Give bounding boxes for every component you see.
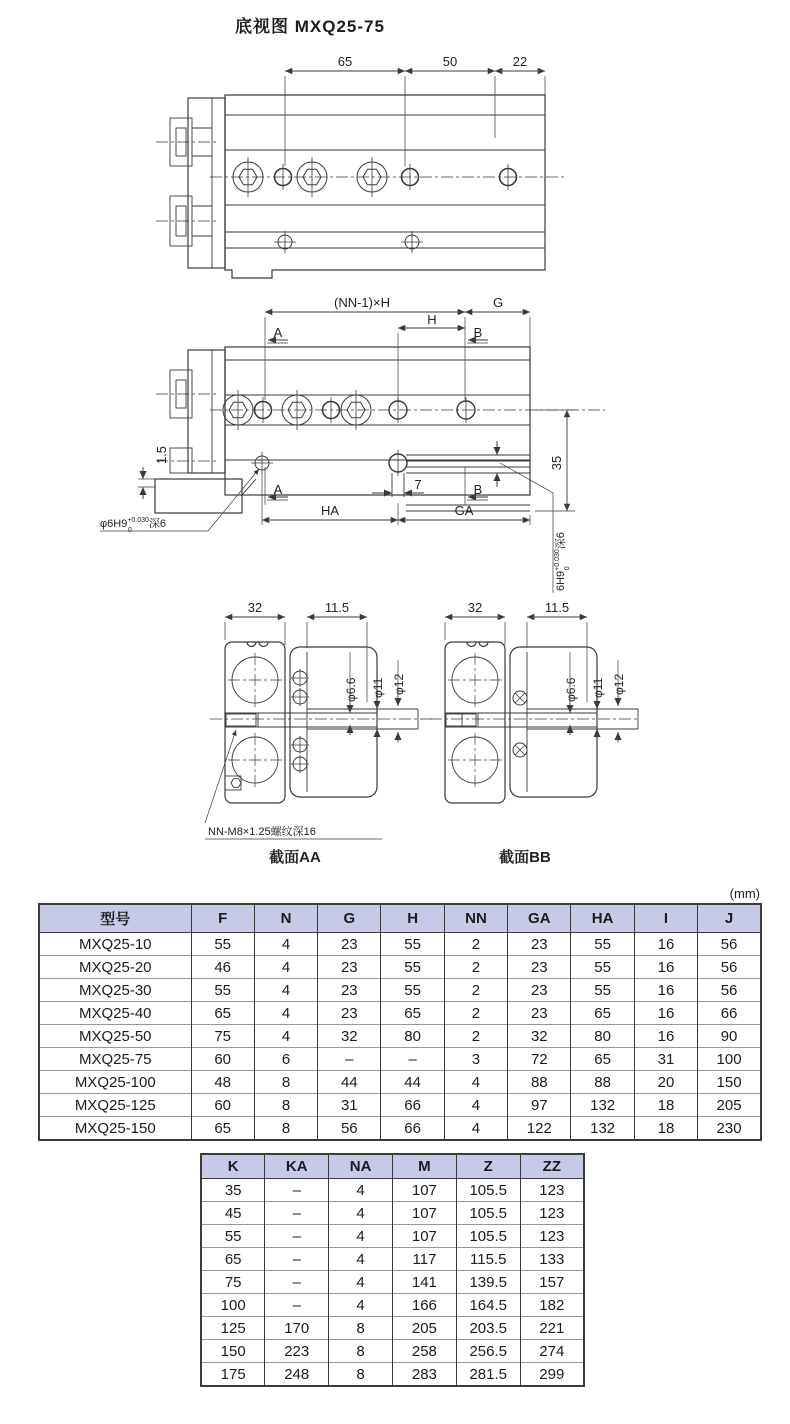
- dim-32-label: 32: [467, 600, 483, 615]
- table-row: [39, 1117, 761, 1141]
- screws: [291, 669, 309, 773]
- cell: 157: [520, 1271, 584, 1294]
- centerlines: [156, 142, 565, 221]
- dim-11p5-label: 11.5: [324, 600, 350, 615]
- cell: 4: [329, 1294, 393, 1317]
- dim-h-label: H: [427, 312, 437, 327]
- cell: 65: [201, 1248, 265, 1271]
- cell: 23: [318, 979, 381, 1002]
- cell: –: [265, 1179, 329, 1202]
- cell: 90: [698, 1025, 761, 1048]
- cell: MXQ25-30: [39, 979, 191, 1002]
- cell: MXQ25-20: [39, 956, 191, 979]
- dimension-table-stroke: [200, 1153, 585, 1387]
- phi-6p6-label: φ6.6: [344, 677, 358, 702]
- column-header: 型号: [39, 904, 191, 933]
- svg-text:A: A: [273, 482, 283, 497]
- cell: 88: [508, 1071, 571, 1094]
- table-row: [39, 933, 761, 956]
- hole-spec-left-label: $\varphi 6H9^{+0.030}$ 0深6: [100, 517, 166, 534]
- dim-11p5-label: 11.5: [544, 600, 570, 615]
- cell: 66: [381, 1117, 444, 1141]
- cell: 23: [318, 933, 381, 956]
- cell: 80: [381, 1025, 444, 1048]
- cell: 4: [254, 1025, 317, 1048]
- cell: –: [265, 1202, 329, 1225]
- cell: 4: [329, 1248, 393, 1271]
- mounting-holes: [223, 390, 475, 476]
- column-header: NN: [444, 904, 507, 933]
- cell: 100: [201, 1294, 265, 1317]
- table-row: [39, 1094, 761, 1117]
- cell: 56: [698, 979, 761, 1002]
- cell: 125: [201, 1317, 265, 1340]
- cell: 283: [392, 1363, 456, 1387]
- cell: 66: [698, 1002, 761, 1025]
- table-header-row: [39, 904, 761, 933]
- svg-text:35: 35: [549, 455, 564, 471]
- cell: 258: [392, 1340, 456, 1363]
- cell: 55: [571, 979, 634, 1002]
- centerlines: [430, 653, 639, 787]
- dim-32-label: 32: [247, 600, 263, 615]
- svg-text:GA: GA: [454, 503, 474, 518]
- cell: 65: [191, 1002, 254, 1025]
- dim-g-label: G: [492, 295, 504, 310]
- cell: 4: [254, 979, 317, 1002]
- cell: 65: [381, 1002, 444, 1025]
- cell: 65: [571, 1002, 634, 1025]
- cell: 223: [265, 1340, 329, 1363]
- cell: 75: [191, 1025, 254, 1048]
- cell: 221: [520, 1317, 584, 1340]
- cell: 100: [698, 1048, 761, 1071]
- table-row: [39, 1048, 761, 1071]
- centerlines: [156, 394, 605, 461]
- phi-12-label: φ12: [392, 673, 406, 695]
- cell: 205: [698, 1094, 761, 1117]
- column-header: M: [392, 1154, 456, 1179]
- cell: –: [265, 1294, 329, 1317]
- cell: 60: [191, 1048, 254, 1071]
- centerlines: [210, 653, 435, 787]
- cell: 141: [392, 1271, 456, 1294]
- cell: 55: [571, 933, 634, 956]
- cell: –: [381, 1048, 444, 1071]
- cell: 31: [634, 1048, 697, 1071]
- cell: 170: [265, 1317, 329, 1340]
- column-header: G: [318, 904, 381, 933]
- cell: 65: [191, 1117, 254, 1141]
- cell: 4: [444, 1071, 507, 1094]
- cell: –: [265, 1271, 329, 1294]
- cell: 16: [634, 933, 697, 956]
- cell: 248: [265, 1363, 329, 1387]
- cell: 105.5: [456, 1179, 520, 1202]
- extension-lines: [265, 317, 530, 400]
- cell: 230: [698, 1117, 761, 1141]
- cell: 123: [520, 1225, 584, 1248]
- cell: 16: [634, 1025, 697, 1048]
- cell: 23: [508, 956, 571, 979]
- cell: 44: [318, 1071, 381, 1094]
- svg-text:1.5: 1.5: [154, 445, 169, 465]
- dim-ha-ga: [262, 473, 530, 525]
- cell: 16: [634, 979, 697, 1002]
- cell: 55: [191, 979, 254, 1002]
- cell: MXQ25-10: [39, 933, 191, 956]
- rod-diameter-dims: [564, 652, 626, 742]
- cell: 115.5: [456, 1248, 520, 1271]
- column-header: N: [254, 904, 317, 933]
- section-outline: [225, 642, 377, 803]
- cell: 75: [201, 1271, 265, 1294]
- dim-pitch-label: (NN-1)×H: [334, 295, 390, 310]
- table-row: [201, 1317, 584, 1340]
- cell: 166: [392, 1294, 456, 1317]
- body-outline: [188, 95, 545, 278]
- cell: MXQ25-50: [39, 1025, 191, 1048]
- cell: 117: [392, 1248, 456, 1271]
- cell: 72: [508, 1048, 571, 1071]
- cell: 23: [508, 979, 571, 1002]
- section-aa-title: 截面AA: [269, 849, 321, 866]
- cell: 107: [392, 1179, 456, 1202]
- cell: 56: [698, 956, 761, 979]
- side-view-drawing: [60, 295, 640, 595]
- cell: 4: [254, 956, 317, 979]
- table-row: [201, 1340, 584, 1363]
- cell: 132: [571, 1117, 634, 1141]
- cell: 3: [444, 1048, 507, 1071]
- cell: 132: [571, 1094, 634, 1117]
- section-aa: [205, 600, 435, 866]
- cell: 88: [571, 1071, 634, 1094]
- section-drawings: [150, 590, 640, 880]
- section-outline: [445, 642, 597, 803]
- table-row: [201, 1363, 584, 1387]
- section-bb-title: 截面BB: [499, 849, 551, 866]
- table1-block: [38, 886, 762, 1141]
- dim-1p5: [138, 446, 169, 499]
- table-row: [201, 1225, 584, 1248]
- cell: 44: [381, 1071, 444, 1094]
- cell: MXQ25-150: [39, 1117, 191, 1141]
- cell: 23: [318, 956, 381, 979]
- cell: MXQ25-75: [39, 1048, 191, 1071]
- bottom-view-drawing: [60, 40, 580, 290]
- column-header: Z: [456, 1154, 520, 1179]
- column-header: K: [201, 1154, 265, 1179]
- cell: 32: [508, 1025, 571, 1048]
- cell: 107: [392, 1202, 456, 1225]
- cell: 18: [634, 1117, 697, 1141]
- cell: 23: [508, 1002, 571, 1025]
- column-header: KA: [265, 1154, 329, 1179]
- cell: 56: [318, 1117, 381, 1141]
- cell: –: [265, 1248, 329, 1271]
- cell: 46: [191, 956, 254, 979]
- svg-text:B: B: [473, 482, 483, 497]
- cell: 203.5: [456, 1317, 520, 1340]
- section-lines: [445, 652, 638, 792]
- table2-block: [200, 1153, 585, 1387]
- cell: MXQ25-125: [39, 1094, 191, 1117]
- cell: 55: [571, 956, 634, 979]
- cell: 4: [329, 1179, 393, 1202]
- extension-lines: [285, 76, 545, 166]
- cell: 55: [191, 933, 254, 956]
- svg-text:HA: HA: [320, 503, 340, 518]
- cell: 8: [254, 1071, 317, 1094]
- cell: 274: [520, 1340, 584, 1363]
- cell: 2: [444, 956, 507, 979]
- column-header: GA: [508, 904, 571, 933]
- cell: 55: [381, 979, 444, 1002]
- cell: 20: [634, 1071, 697, 1094]
- cell: 2: [444, 1002, 507, 1025]
- screws: [513, 691, 527, 757]
- dim-65-label: 65: [337, 54, 353, 69]
- column-header: H: [381, 904, 444, 933]
- cell: –: [318, 1048, 381, 1071]
- svg-text:B: B: [473, 325, 483, 340]
- table-row: [39, 1025, 761, 1048]
- section-bb: [430, 600, 639, 866]
- cell: 16: [634, 956, 697, 979]
- cell: 23: [508, 933, 571, 956]
- cell: 8: [254, 1117, 317, 1141]
- cell: 8: [329, 1317, 393, 1340]
- cell: MXQ25-40: [39, 1002, 191, 1025]
- cut-mark-a-top: [267, 325, 288, 343]
- cell: 65: [571, 1048, 634, 1071]
- cell: 60: [191, 1094, 254, 1117]
- phi-11-label: φ11: [591, 677, 605, 698]
- cell: 23: [318, 1002, 381, 1025]
- cell: 105.5: [456, 1225, 520, 1248]
- cell: 8: [329, 1340, 393, 1363]
- dimension-table-main: [38, 903, 762, 1141]
- cut-mark-b-top: [467, 325, 488, 343]
- cell: 107: [392, 1225, 456, 1248]
- table-row: [201, 1294, 584, 1317]
- phi-11-label: φ11: [371, 677, 385, 698]
- cell: 32: [318, 1025, 381, 1048]
- cell: 66: [381, 1094, 444, 1117]
- cell: 123: [520, 1202, 584, 1225]
- cell: 55: [201, 1225, 265, 1248]
- column-header: F: [191, 904, 254, 933]
- column-header: NA: [329, 1154, 393, 1179]
- cell: 80: [571, 1025, 634, 1048]
- cell: 4: [254, 933, 317, 956]
- cell: 123: [520, 1179, 584, 1202]
- cell: 18: [634, 1094, 697, 1117]
- column-header: HA: [571, 904, 634, 933]
- cell: 299: [520, 1363, 584, 1387]
- dim-35: [535, 410, 575, 511]
- dim-22-label: 22: [512, 54, 528, 69]
- page-title: 底视图 MXQ25-75: [235, 17, 385, 36]
- table-row: [201, 1179, 584, 1202]
- column-header: J: [698, 904, 761, 933]
- cell: 55: [381, 956, 444, 979]
- cell: 45: [201, 1202, 265, 1225]
- cell: 122: [508, 1117, 571, 1141]
- cell: 56: [698, 933, 761, 956]
- cell: 4: [444, 1094, 507, 1117]
- column-header: ZZ: [520, 1154, 584, 1179]
- cell: 4: [329, 1202, 393, 1225]
- table-header-row: [201, 1154, 584, 1179]
- dim-7: [372, 477, 424, 493]
- cell: 105.5: [456, 1202, 520, 1225]
- cell: 205: [392, 1317, 456, 1340]
- table-row: [39, 1002, 761, 1025]
- cell: 97: [508, 1094, 571, 1117]
- column-header: I: [634, 904, 697, 933]
- cell: 8: [329, 1363, 393, 1387]
- cell: 281.5: [456, 1363, 520, 1387]
- cell: 4: [329, 1271, 393, 1294]
- table-row: [39, 956, 761, 979]
- cell: 4: [444, 1117, 507, 1141]
- cell: 31: [318, 1094, 381, 1117]
- cell: 2: [444, 979, 507, 1002]
- cell: 256.5: [456, 1340, 520, 1363]
- phi-12-label: φ12: [612, 673, 626, 695]
- cell: 139.5: [456, 1271, 520, 1294]
- table-row: [201, 1271, 584, 1294]
- table-row: [39, 1071, 761, 1094]
- table-row: [201, 1248, 584, 1271]
- cell: 182: [520, 1294, 584, 1317]
- table-row: [201, 1202, 584, 1225]
- cell: 55: [381, 933, 444, 956]
- cut-mark-a-bottom: [265, 467, 288, 505]
- svg-text:7: 7: [414, 477, 422, 492]
- dim-50-label: 50: [442, 54, 458, 69]
- cell: 2: [444, 1025, 507, 1048]
- cell: MXQ25-100: [39, 1071, 191, 1094]
- cell: 35: [201, 1179, 265, 1202]
- unit-label: (mm): [729, 886, 760, 901]
- cell: 150: [698, 1071, 761, 1094]
- rod-diameter-dims: [344, 652, 406, 742]
- cell: 4: [254, 1002, 317, 1025]
- cell: 150: [201, 1340, 265, 1363]
- cell: 164.5: [456, 1294, 520, 1317]
- cell: 16: [634, 1002, 697, 1025]
- cell: 133: [520, 1248, 584, 1271]
- cell: 175: [201, 1363, 265, 1387]
- cell: 4: [329, 1225, 393, 1248]
- svg-text:A: A: [273, 325, 283, 340]
- thread-label: NN-M8×1.25螺纹深16: [208, 826, 316, 838]
- cell: 2: [444, 933, 507, 956]
- hole-spec-right-label: $6H9^{+0.030}$ 0深6: [554, 532, 571, 591]
- table-row: [39, 979, 761, 1002]
- phi-6p6-label: φ6.6: [564, 677, 578, 702]
- body-lines: [170, 98, 545, 268]
- cell: 48: [191, 1071, 254, 1094]
- cell: 6: [254, 1048, 317, 1071]
- dimension-lines: [265, 312, 530, 328]
- cell: 8: [254, 1094, 317, 1117]
- cell: –: [265, 1225, 329, 1248]
- section-lines: [225, 652, 418, 792]
